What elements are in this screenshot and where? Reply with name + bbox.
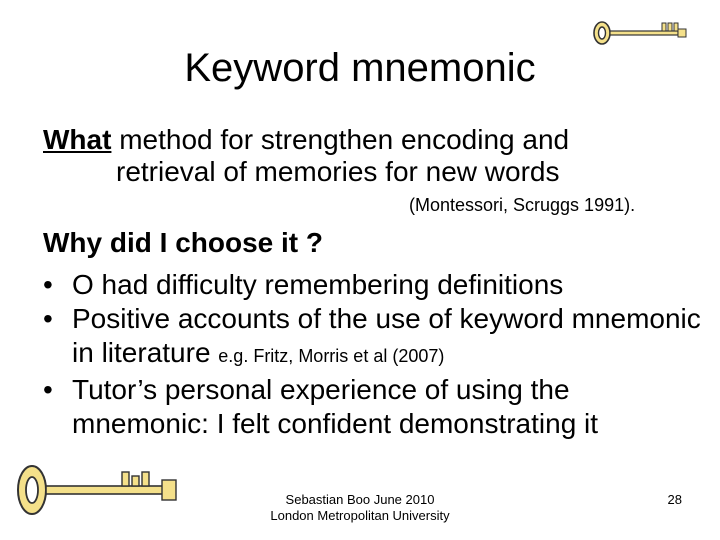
bullet-item [43,302,703,373]
footer-credit [200,492,520,524]
what-label: What [43,124,112,155]
what-text-line2: retrieval of memories for new words [116,156,560,187]
bullet-item [43,373,703,441]
bullet-text: Tutor’s personal experience of using the mnemonic: I felt confident demonstrating it [72,374,599,439]
bullet-item [43,268,703,302]
bullet-reference: e.g. Fritz, Morris et al (2007) [218,346,445,366]
bullet-text: O had difficulty remembering definitions [72,269,564,300]
footer-author: Sebastian Boo June 2010 [285,492,435,507]
what-text-line1: method for strengthen encoding and [111,124,570,155]
what-line [43,124,569,156]
citation: (Montessori, Scruggs 1991). [409,195,636,215]
key-icon [14,458,196,522]
footer-institution: London Metropolitan University [270,508,450,523]
bullet-glyph: • [43,269,53,300]
page-number: 28 [667,492,682,507]
bullet-text: Positive accounts of the use of keyword mnemonic in literature [72,303,701,368]
bullet-glyph: • [43,374,53,405]
bullet-glyph: • [43,303,53,334]
bullet-list [43,268,703,441]
slide-title: Keyword mnemonic [184,46,536,90]
why-heading: Why did I choose it ? [43,227,323,258]
